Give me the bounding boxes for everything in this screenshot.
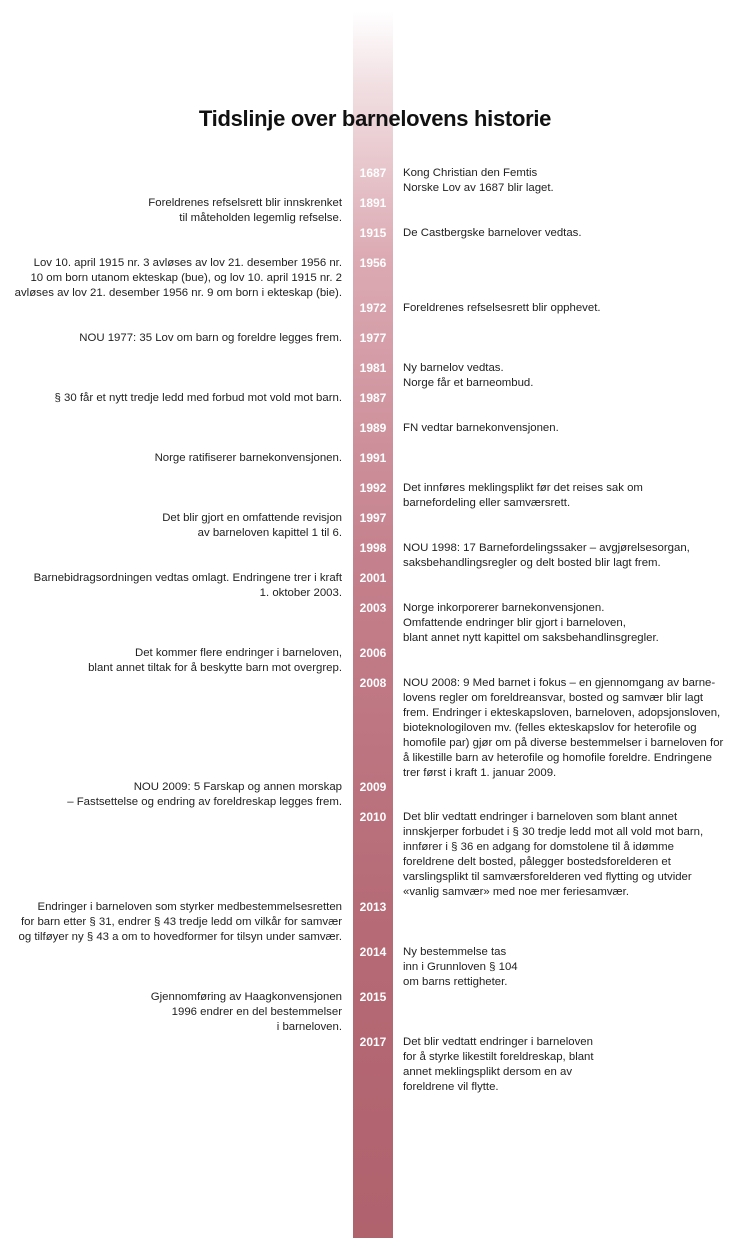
year-label: 1991 (359, 451, 387, 465)
year-label: 2014 (359, 945, 387, 959)
year-label: 1987 (359, 391, 387, 405)
event-text-left: Gjennomføring av Haagkonvensjonen 1996 endrer en del bestemmelser i barneloven. (150, 991, 342, 1033)
year-label: 1956 (359, 256, 387, 270)
event-text-left: Barnebidragsordningen vedtas omlagt. Endringene trer i kraft 1. oktober 2003. (33, 572, 342, 599)
event-text-left: NOU 1977: 35 Lov om barn og foreldre legges frem. (79, 332, 342, 344)
year-label: 2015 (359, 990, 387, 1004)
year-label: 2017 (359, 1035, 387, 1049)
event-text-right: NOU 1998: 17 Barnefordelingssaker – avgjørelsesorgan, saksbehandlingsregler og delt bosted blir lagt frem. (403, 542, 690, 569)
event-text-left: § 30 får et nytt tredje ledd med forbud mot vold mot barn. (54, 392, 342, 404)
year-label: 1972 (359, 301, 387, 315)
event-text-left: NOU 2009: 5 Farskap og annen morskap – Fastsettelse og endring av foreldreskap legges frem. (67, 781, 342, 808)
year-label: 1989 (359, 421, 387, 435)
page-title: Tidslinje over barnelovens historie (198, 106, 552, 131)
year-label: 2010 (359, 810, 387, 824)
year-label: 1891 (359, 196, 387, 210)
year-label: 1977 (359, 331, 387, 345)
year-label: 2001 (359, 571, 387, 585)
year-label: 2008 (359, 676, 387, 690)
year-label: 2009 (359, 780, 387, 794)
event-text-left: Det blir gjort en omfattende revisjon av barneloven kapittel 1 til 6. (162, 512, 342, 539)
event-text-right: Det blir vedtatt endringer i barneloven for å styrke likestilt foreldreskap, blant annet meklingsplikt dersom en av foreldrene vil flytte. (403, 1036, 594, 1093)
event-text-right: Norge inkorporerer barnekonvensjonen. Omfattende endringer blir gjort i barneloven, blant annet nytt kapittel om saksbehandlinsgregler. (403, 602, 659, 644)
event-text-right: Det innføres meklingsplikt før det reises sak om barnefordeling eller samværsrett. (403, 482, 643, 509)
event-text-right: Foreldrenes refselsesrett blir opphevet. (403, 302, 601, 314)
event-text-left: Lov 10. april 1915 nr. 3 avløses av lov 21. desember 1956 nr. 10 om born utanom ekteskap (bue), og lov 10. april 1915 nr. 2 avløses av lov 21. desember 1956 nr. 9 om born i ekteskap (bie). (14, 257, 342, 299)
year-label: 1998 (359, 541, 387, 555)
year-label: 2003 (359, 601, 387, 615)
event-text-left: Norge ratifiserer barnekonvensjonen. (154, 452, 342, 464)
year-label: 2006 (359, 646, 387, 660)
year-label: 1997 (359, 511, 387, 525)
event-text-left: Det kommer flere endringer i barneloven, blant annet tiltak for å beskytte barn mot overgrep. (88, 647, 342, 674)
event-text-right: De Castbergske barnelover vedtas. (403, 227, 582, 239)
event-text-right: Ny bestemmelse tas inn i Grunnloven § 104 om barns rettigheter. (403, 946, 518, 988)
year-label: 1981 (359, 361, 387, 375)
event-text-right: Ny barnelov vedtas. Norge får et barneombud. (403, 362, 534, 389)
event-text-right: Kong Christian den Femtis Norske Lov av 1687 blir laget. (403, 167, 554, 194)
event-text-right: FN vedtar barnekonvensjonen. (403, 422, 559, 434)
year-label: 2013 (359, 900, 387, 914)
event-text-right: Det blir vedtatt endringer i barneloven som blant annet innskjerper forbudet i § 30 tredje ledd mot all vold mot barn, innfører i § 36 en adgang for domstolene til å idømme foreldrene delt bosted, pålegger bostedsforelderen et varslingsplikt til samværsforelderen ved flytting og utvider «vanlig samvær» med noe mer feriesamvær. (403, 811, 704, 898)
event-text-left: Foreldrenes refselsrett blir innskrenket til måteholden legemlig refselse. (148, 197, 342, 224)
year-label: 1992 (359, 481, 387, 495)
year-label: 1687 (359, 166, 387, 180)
event-text-left: Endringer i barneloven som styrker medbestemmelsesretten for barn etter § 31, endrer § 43 tredje ledd om vilkår for samvær og tilføyer ny § 43 a om to hovedformer for tilsyn under samvær. (18, 901, 342, 943)
year-label: 1915 (359, 226, 387, 240)
event-text-right: NOU 2008: 9 Med barnet i fokus – en gjennomgang av barne- lovens regler om foreldreansvar, bosted og samvær blir lagt frem. Endringer i ekteskapsloven, barneloven, adopsjonsloven, bioteknologiloven mv. (felles ekteskapslov for heterofile og homofile par) gjør om på diverse bestemmelser i barneloven for å likestille barn av heterofile og homofile foreldre. Endringene trer først i kraft 1. januar 2009. (403, 677, 724, 779)
